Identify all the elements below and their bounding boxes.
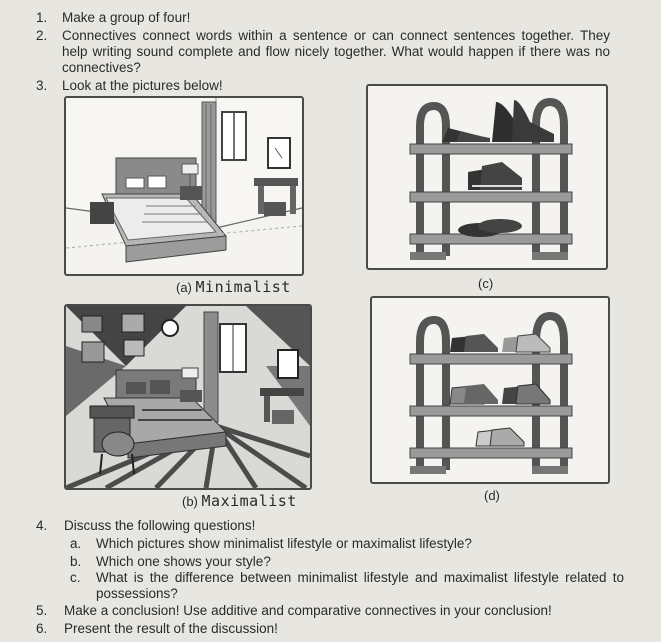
caption-a-label: (a) <box>176 280 192 295</box>
item-3-number: 3. <box>36 78 48 93</box>
item-4c-letter: c. <box>70 570 81 585</box>
item-4b-text: Which one shows your style? <box>96 554 271 569</box>
item-6-text: Present the result of the discussion! <box>64 621 278 636</box>
item-4a-letter: a. <box>70 536 82 551</box>
picture-a-minimalist-bedroom <box>64 96 304 276</box>
item-3-text: Look at the pictures below! <box>62 78 223 93</box>
item-4c-line-1: What is the difference between minimalist lifestyle and maximalist lifestyle related to <box>96 570 624 585</box>
item-5-text: Make a conclusion! Use additive and comparative connectives in your conclusion! <box>64 603 552 618</box>
caption-a-handwritten: Minimalist <box>195 278 291 296</box>
maximalist-bedroom-illustration <box>66 306 310 488</box>
item-2-line-3: connectives? <box>62 60 141 75</box>
item-4-text: Discuss the following questions! <box>64 518 256 533</box>
caption-a <box>176 278 291 296</box>
maximalist-shoe-rack-illustration <box>372 298 608 482</box>
picture-b-maximalist-bedroom <box>64 304 312 490</box>
item-2-number: 2. <box>36 28 48 43</box>
picture-c-minimalist-shoe-rack <box>366 84 608 270</box>
item-4c-line-2: possessions? <box>96 586 178 601</box>
item-4b-letter: b. <box>70 554 82 569</box>
picture-d-maximalist-shoe-rack <box>370 296 610 484</box>
item-1-number: 1. <box>36 10 48 25</box>
item-5-number: 5. <box>36 603 48 618</box>
item-2-line-1: Connectives connect words within a sentence or can connect sentences together. They <box>62 28 610 43</box>
item-2-line-2: help writing sound complete and flow nicely together. What would happen if there was no <box>62 44 610 59</box>
item-4a-text: Which pictures show minimalist lifestyle or maximalist lifestyle? <box>96 536 472 551</box>
caption-b-label: (b) <box>182 494 198 509</box>
minimalist-shoe-rack-illustration <box>368 86 606 268</box>
minimalist-bedroom-illustration <box>66 98 302 274</box>
item-6-number: 6. <box>36 621 48 636</box>
caption-b-handwritten: Maximalist <box>201 492 297 510</box>
item-1-text: Make a group of four! <box>62 10 191 25</box>
item-4-number: 4. <box>36 518 48 533</box>
caption-d: (d) <box>484 488 500 503</box>
caption-c: (c) <box>478 276 494 291</box>
caption-b <box>182 492 297 510</box>
